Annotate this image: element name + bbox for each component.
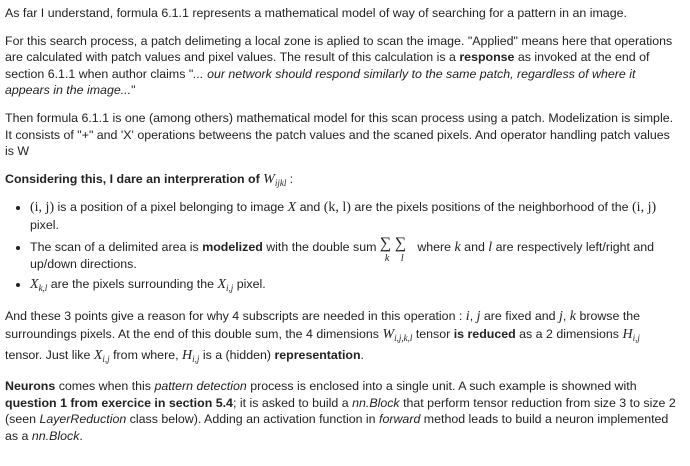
bold-response: response <box>459 50 515 65</box>
intro-text: As far I understand, formula 6.1.1 represents a mathematical model of way of searching for a pattern in an image. <box>5 6 627 20</box>
text: . <box>360 347 364 362</box>
text: tensor <box>412 326 454 341</box>
text: with the double sum <box>262 239 380 254</box>
math-X: X <box>217 276 227 292</box>
text: where <box>413 239 455 254</box>
text: , <box>469 309 477 324</box>
math-W: W <box>263 171 275 187</box>
text: are fixed and <box>480 309 559 324</box>
text: comes when this <box>55 379 155 394</box>
math-j: j <box>559 309 563 325</box>
bold-representation: representation <box>274 347 361 362</box>
text: and <box>296 200 324 215</box>
text: method leads to build a neuron implemented as a <box>5 412 669 443</box>
text: are the pixels surrounding the <box>47 276 218 291</box>
math-X: X <box>30 276 39 292</box>
text: : <box>286 171 294 186</box>
text: And these 3 points give a reason for why 4 subscripts are needed in this operation : <box>5 309 466 324</box>
italic-quote: ... our network should respond similarly to the same patch, regardless of where it appears in the image... <box>5 66 636 98</box>
math-j: j <box>476 309 481 325</box>
bold-heading: Considering this, I dare an interpreration of <box>5 171 264 186</box>
list-item <box>30 199 680 233</box>
math-kl: (k, l) <box>323 200 351 216</box>
math-ij: (i, j) <box>632 200 657 216</box>
italic-layer-reduction: LayerReduction <box>39 412 127 427</box>
sum-index-l: l <box>400 252 404 264</box>
text: is a (hidden) <box>199 347 275 362</box>
text: that perform tensor reduction from size 3 to size 2 (seen <box>5 395 676 427</box>
text: ; it is asked to build a <box>232 395 353 410</box>
italic-nn-block: nn.Block <box>31 428 80 443</box>
italic-pattern-detection: pattern detection <box>154 379 247 394</box>
interpretation-list <box>5 199 680 296</box>
text: process is enclosed into a single unit. A such example is showned with <box>246 379 637 394</box>
math-X: X <box>93 347 103 363</box>
text: tensor. Just like <box>5 347 94 362</box>
text: are the pixels positions of the neighborhood of the <box>350 200 633 215</box>
text: . <box>79 428 83 443</box>
text: is a position of a pixel belonging to image <box>54 200 288 215</box>
text: and <box>460 239 489 254</box>
text: The scan of a delimited area is <box>30 239 203 254</box>
math-ij: (i, j) <box>30 200 55 216</box>
math-H: H <box>622 326 633 342</box>
paragraph-considering <box>5 171 680 192</box>
paragraph-intro <box>5 5 680 22</box>
math-subscript: i,j <box>192 353 200 364</box>
text: as invoked at the end of section 6.1.1 when author claims " <box>5 50 650 81</box>
text: pixel. <box>233 276 266 291</box>
text: " <box>131 83 136 98</box>
text: class below). Adding an activation function in <box>126 412 380 427</box>
math-H: H <box>181 347 193 363</box>
text: Then formula 6.1.1 is one (among others) mathematical model for this scan process using a patch. Modelization is simple. It consists of "+" and 'X' operations betweens the patch values and the scaned pixels. And operator handling patch values is W <box>5 110 674 159</box>
text: pixel. <box>30 217 59 232</box>
math-subscript: i,j <box>102 353 110 364</box>
text: For this search process, a patch delimeting a local zone is aplied to scan the image. "Applied" means here that operations are calculated with patch values and pixel values. The result of this calculation is a <box>5 33 673 65</box>
sum-symbol: ∑ <box>394 234 407 252</box>
paragraph-search-process <box>5 33 680 99</box>
paragraph-formula-model <box>5 110 680 160</box>
math-subscript: i,j <box>226 282 234 293</box>
text: browse the surroundings pixels. At the end of this double sum, the 4 dimensions <box>5 309 641 341</box>
math-subscript: i,j,k,l <box>394 332 413 343</box>
sum-symbol: ∑ <box>379 234 392 252</box>
text: as a 2 dimensions <box>515 326 623 341</box>
list-item <box>30 276 680 297</box>
math-i: i <box>465 309 470 325</box>
paragraph-subscripts <box>5 308 680 367</box>
list-item <box>30 236 680 273</box>
math-W: W <box>382 326 395 342</box>
bold-modelized: modelized <box>202 239 263 254</box>
bold-question-ref: question 1 from exercice in section 5.4 <box>5 395 233 410</box>
paragraph-neurons <box>5 378 680 444</box>
text: are respectively left/right and up/down directions. <box>30 239 655 272</box>
bold-is-reduced: is reduced <box>453 326 516 341</box>
text: , <box>562 309 570 324</box>
sum-index-k: k <box>384 252 390 264</box>
double-sum <box>379 234 414 264</box>
math-k: k <box>569 309 576 325</box>
text: from where, <box>109 347 182 362</box>
math-l: l <box>488 239 493 255</box>
italic-forward: forward <box>379 412 421 427</box>
math-subscript: k,l <box>38 282 48 293</box>
math-subscript: i,j <box>632 332 640 343</box>
math-X: X <box>287 200 297 216</box>
bold-neurons: Neurons <box>5 379 56 394</box>
italic-nn-block: nn.Block <box>352 395 400 410</box>
math-k: k <box>454 239 461 255</box>
math-W-subscript: ijkl <box>274 177 287 188</box>
